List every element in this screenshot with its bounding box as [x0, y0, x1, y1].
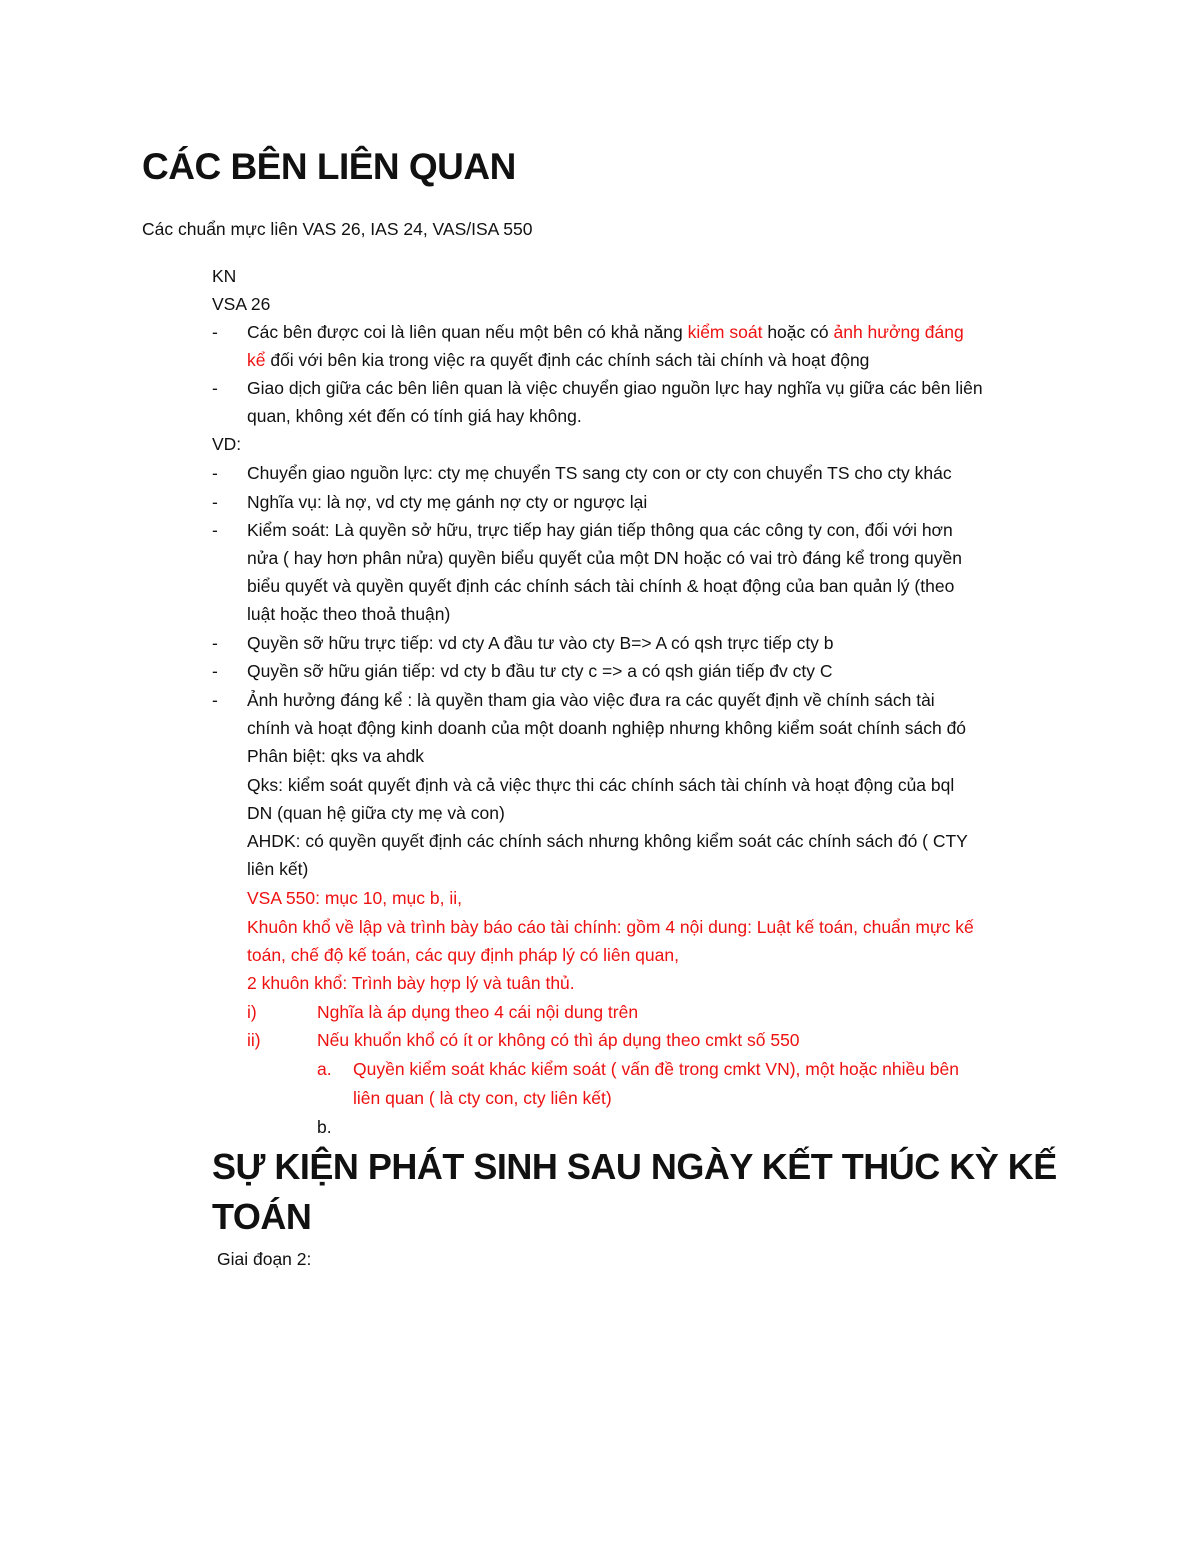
vd-item-kiem-soat-l2: nửa ( hay hơn phân nửa) quyền biểu quyết của một DN hoặc có vai trò đáng kể trong quyền [247, 548, 962, 568]
bullet-dash: - [212, 633, 218, 653]
item1-line2 [247, 346, 869, 374]
roman-ii-text: Nếu khuổn khổ có ít or không có thì áp dụng theo cmkt số 550 [317, 1030, 800, 1050]
item1-red-ke: kể [247, 350, 266, 370]
vd-item-anh-huong-l1: Ảnh hưởng đáng kể : là quyền tham gia vào việc đưa ra các quyết định về chính sách tài [247, 690, 935, 710]
qks-line1: Qks: kiểm soát quyết định và cả việc thực thi các chính sách tài chính và hoạt động của bql [247, 775, 955, 795]
vsa550-line: VSA 550: mục 10, mục b, ii, [247, 888, 462, 908]
khuon-kho-line1: Khuôn khổ về lập và trình bày báo cáo tài chính: gồm 4 nội dung: Luật kế toán, chuẩn mực kế [247, 917, 974, 937]
ahdk-line2: liên kết) [247, 859, 309, 879]
bullet-dash: - [212, 463, 218, 483]
bullet-dash: - [212, 492, 218, 512]
item2-line2: quan, không xét đến có tính giá hay không. [247, 406, 582, 426]
phan-biet-line: Phân biệt: qks va ahdk [247, 746, 425, 766]
sub-b-number: b. [317, 1117, 332, 1137]
page-title: CÁC BÊN LIÊN QUAN [142, 146, 516, 187]
item1-text-c: đối với bên kia trong việc ra quyết định các chính sách tài chính và hoạt động [265, 350, 870, 370]
vd-item-so-huu-gian-tiep: Quyền sỡ hữu gián tiếp: vd cty b đầu tư cty c => a có qsh gián tiếp đv cty C [247, 661, 833, 681]
vd-item-chuyen-giao: Chuyển giao nguồn lực: cty mẹ chuyển TS sang cty con or cty con chuyển TS cho cty khác [247, 463, 952, 483]
sub-a-line2: liên quan ( là cty con, cty liên kết) [353, 1088, 612, 1108]
vd-item-kiem-soat-l1: Kiểm soát: Là quyền sở hữu, trực tiếp hay gián tiếp thông qua các công ty con, đối với hơn [247, 520, 953, 540]
kn-label: KN [212, 266, 237, 286]
item1-line1 [247, 318, 964, 346]
bullet-dash: - [212, 322, 218, 342]
roman-ii-number: ii) [247, 1030, 261, 1050]
bullet-dash: - [212, 661, 218, 681]
sub-a-line1: Quyền kiểm soát khác kiểm soát ( vấn đề trong cmkt VN), một hoặc nhiều bên [353, 1059, 959, 1079]
vd-item-so-huu-truc-tiep: Quyền sỡ hữu trực tiếp: vd cty A đầu tư vào cty B=> A có qsh trực tiếp cty b [247, 633, 834, 653]
roman-i-number: i) [247, 1002, 257, 1022]
bullet-dash: - [212, 378, 218, 398]
sub-a-number: a. [317, 1059, 332, 1079]
hai-khuon-kho-line: 2 khuôn khổ: Trình bày hợp lý và tuân thủ. [247, 973, 575, 993]
vd-item-kiem-soat-l4: luật hoặc theo thoả thuận) [247, 604, 451, 624]
khuon-kho-line2: toán, chế độ kế toán, các quy định pháp lý có liên quan, [247, 945, 679, 965]
item1-text-a: Các bên được coi là liên quan nếu một bên có khả năng [247, 322, 688, 342]
qks-line2: DN (quan hệ giữa cty mẹ và con) [247, 803, 505, 823]
section-heading: SỰ KIỆN PHÁT SINH SAU NGÀY KẾT THÚC KỲ KẾ TOÁN [212, 1146, 1057, 1237]
vd-item-nghia-vu: Nghĩa vụ: là nợ, vd cty mẹ gánh nợ cty or ngược lại [247, 492, 648, 512]
item2-line1: Giao dịch giữa các bên liên quan là việc chuyển giao nguồn lực hay nghĩa vụ giữa các bên liên [247, 378, 983, 398]
bullet-dash: - [212, 520, 218, 540]
vd-label: VD: [212, 434, 242, 454]
stage-label: Giai đoạn 2: [217, 1249, 312, 1269]
subtitle: Các chuẩn mực liên VAS 26, IAS 24, VAS/ISA 550 [142, 219, 533, 239]
item1-red-kiem-soat: kiểm soát [687, 322, 763, 342]
vd-item-anh-huong-l2: chính và hoạt động kinh doanh của một doanh nghiệp nhưng không kiểm soát chính sách đó [247, 718, 967, 738]
roman-i-text: Nghĩa là áp dụng theo 4 cái nội dung trên [317, 1002, 639, 1022]
ahdk-line1: AHDK: có quyền quyết định các chính sách nhưng không kiểm soát các chính sách đó ( CTY [247, 831, 968, 851]
vd-item-kiem-soat-l3: biểu quyết và quyền quyết định các chính sách tài chính & hoạt động của ban quản lý (theo [247, 576, 955, 596]
vsa26-label: VSA 26 [212, 294, 271, 314]
item1-red-anh-huong: ảnh hưởng đáng [833, 322, 964, 342]
item1-text-b: hoặc có [762, 322, 834, 342]
bullet-dash: - [212, 690, 218, 710]
